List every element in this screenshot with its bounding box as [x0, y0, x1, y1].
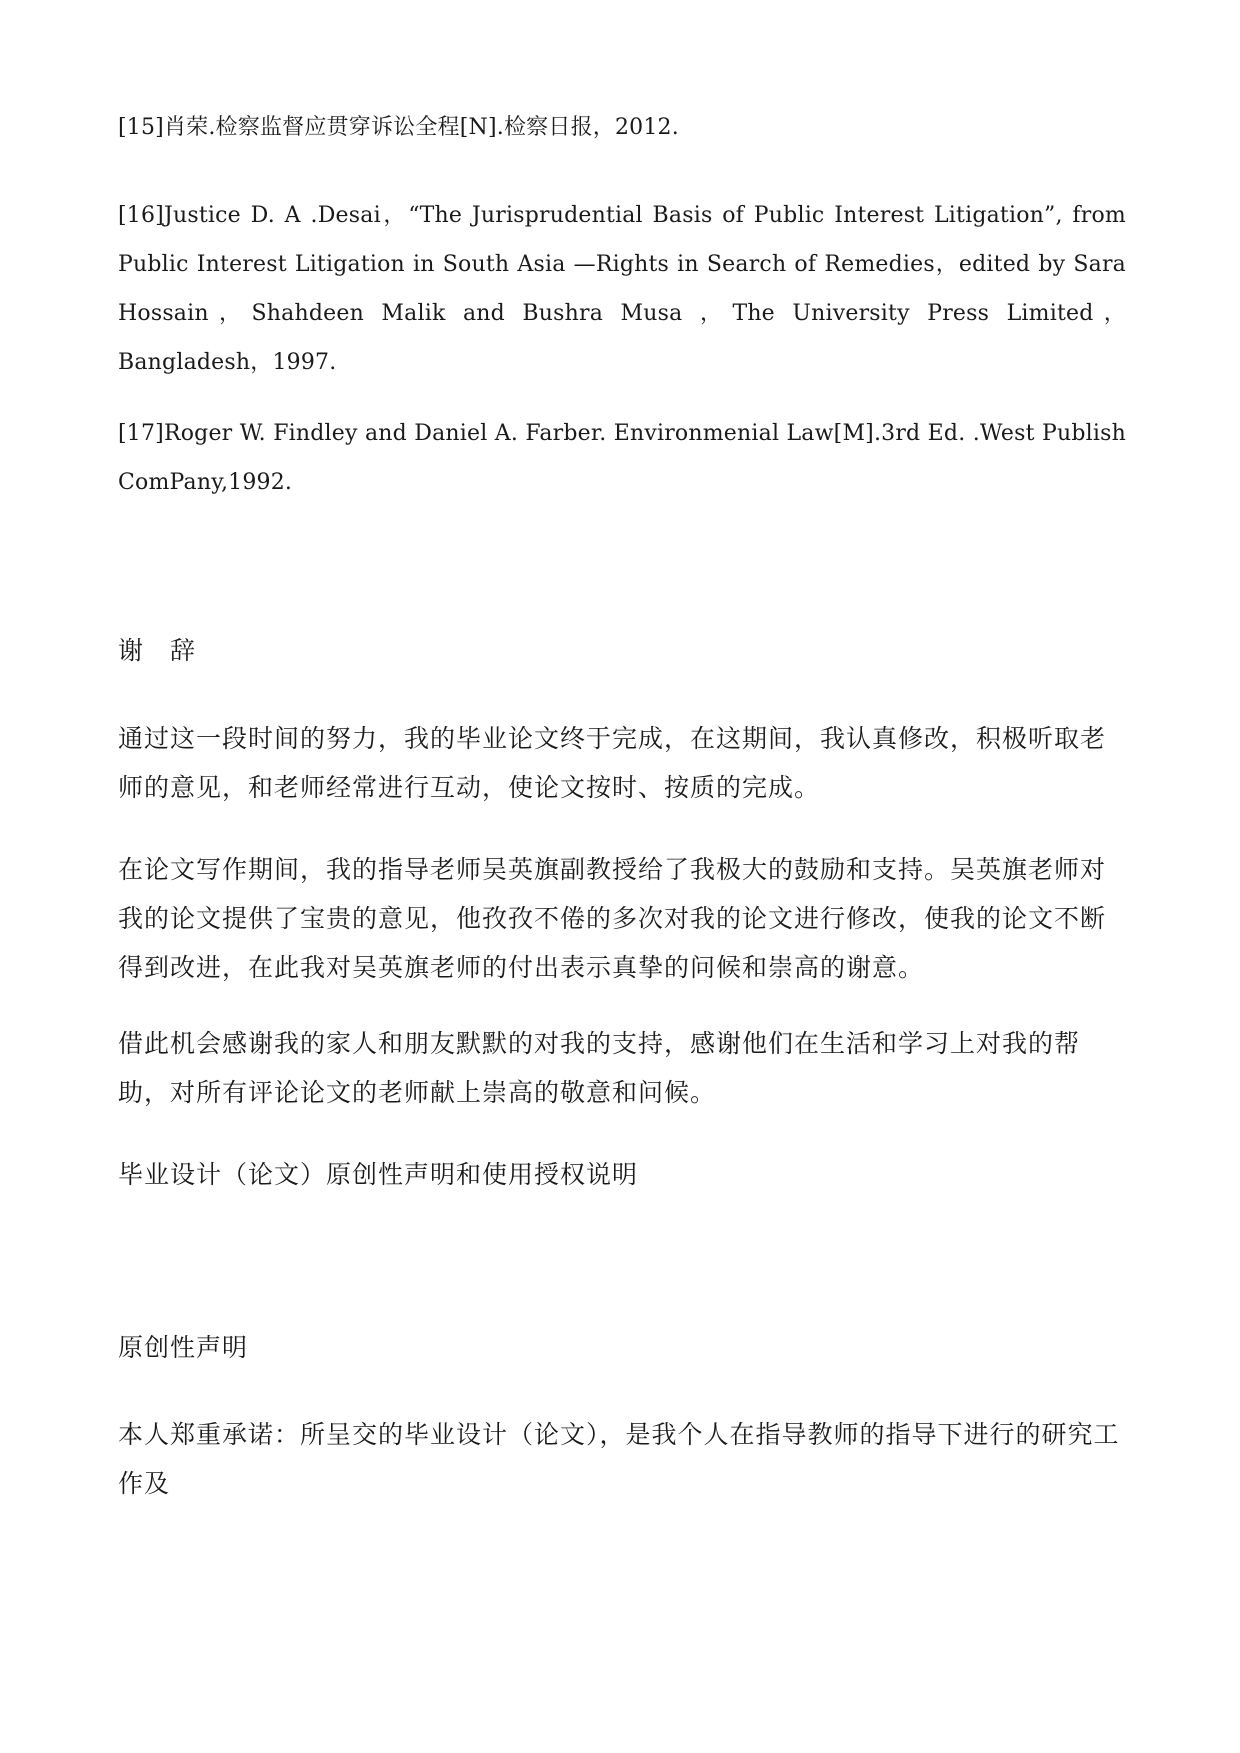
acknowledgement-paragraph-3: 借此机会感谢我的家人和朋友默默的对我的支持，感谢他们在生活和学习上对我的帮助，对所有评论论文的老师献上崇高的敬意和问候。: [118, 1029, 1081, 1107]
acknowledgement-title: 谢 辞: [118, 636, 197, 665]
originality-text: 本人郑重承诺：所呈交的毕业设计（论文），是我个人在指导教师的指导下进行的研究工作及: [118, 1420, 1120, 1498]
reference-17: [17]Roger W. Findley and Daniel A. Farber. Environmenial Law[M].3rd Ed. .West Publish ComPany,1992.: [118, 421, 1126, 495]
reference-16: [16]Justice D. A .Desai，“The Jurisprudential Basis of Public Interest Litigation”, from Public Interest Litigation in South Asia —Rights in Search of Remedies，edited by Sara Hossain，Shahdeen Malik and Bushra Musa ，The University Press Limited，Bangladesh，1997.: [118, 203, 1126, 375]
originality-title: 原创性声明: [118, 1333, 249, 1362]
reference-15: [15]肖荣.检察监督应贯穿诉讼全程[N].检察日报，2012.: [118, 115, 679, 140]
acknowledgement-paragraph-2: 在论文写作期间，我的指导老师吴英旗副教授给了我极大的鼓励和支持。吴英旗老师对我的论文提供了宝贵的意见，他孜孜不倦的多次对我的论文进行修改，使我的论文不断得到改进，在此我对吴英旗老师的付出表示真挚的问候和崇高的谢意。: [118, 855, 1107, 982]
declaration-section-title: 毕业设计（论文）原创性声明和使用授权说明: [118, 1160, 639, 1189]
acknowledgement-paragraph-1: 通过这一段时间的努力，我的毕业论文终于完成，在这期间，我认真修改，积极听取老师的意见，和老师经常进行互动，使论文按时、按质的完成。: [118, 724, 1107, 802]
